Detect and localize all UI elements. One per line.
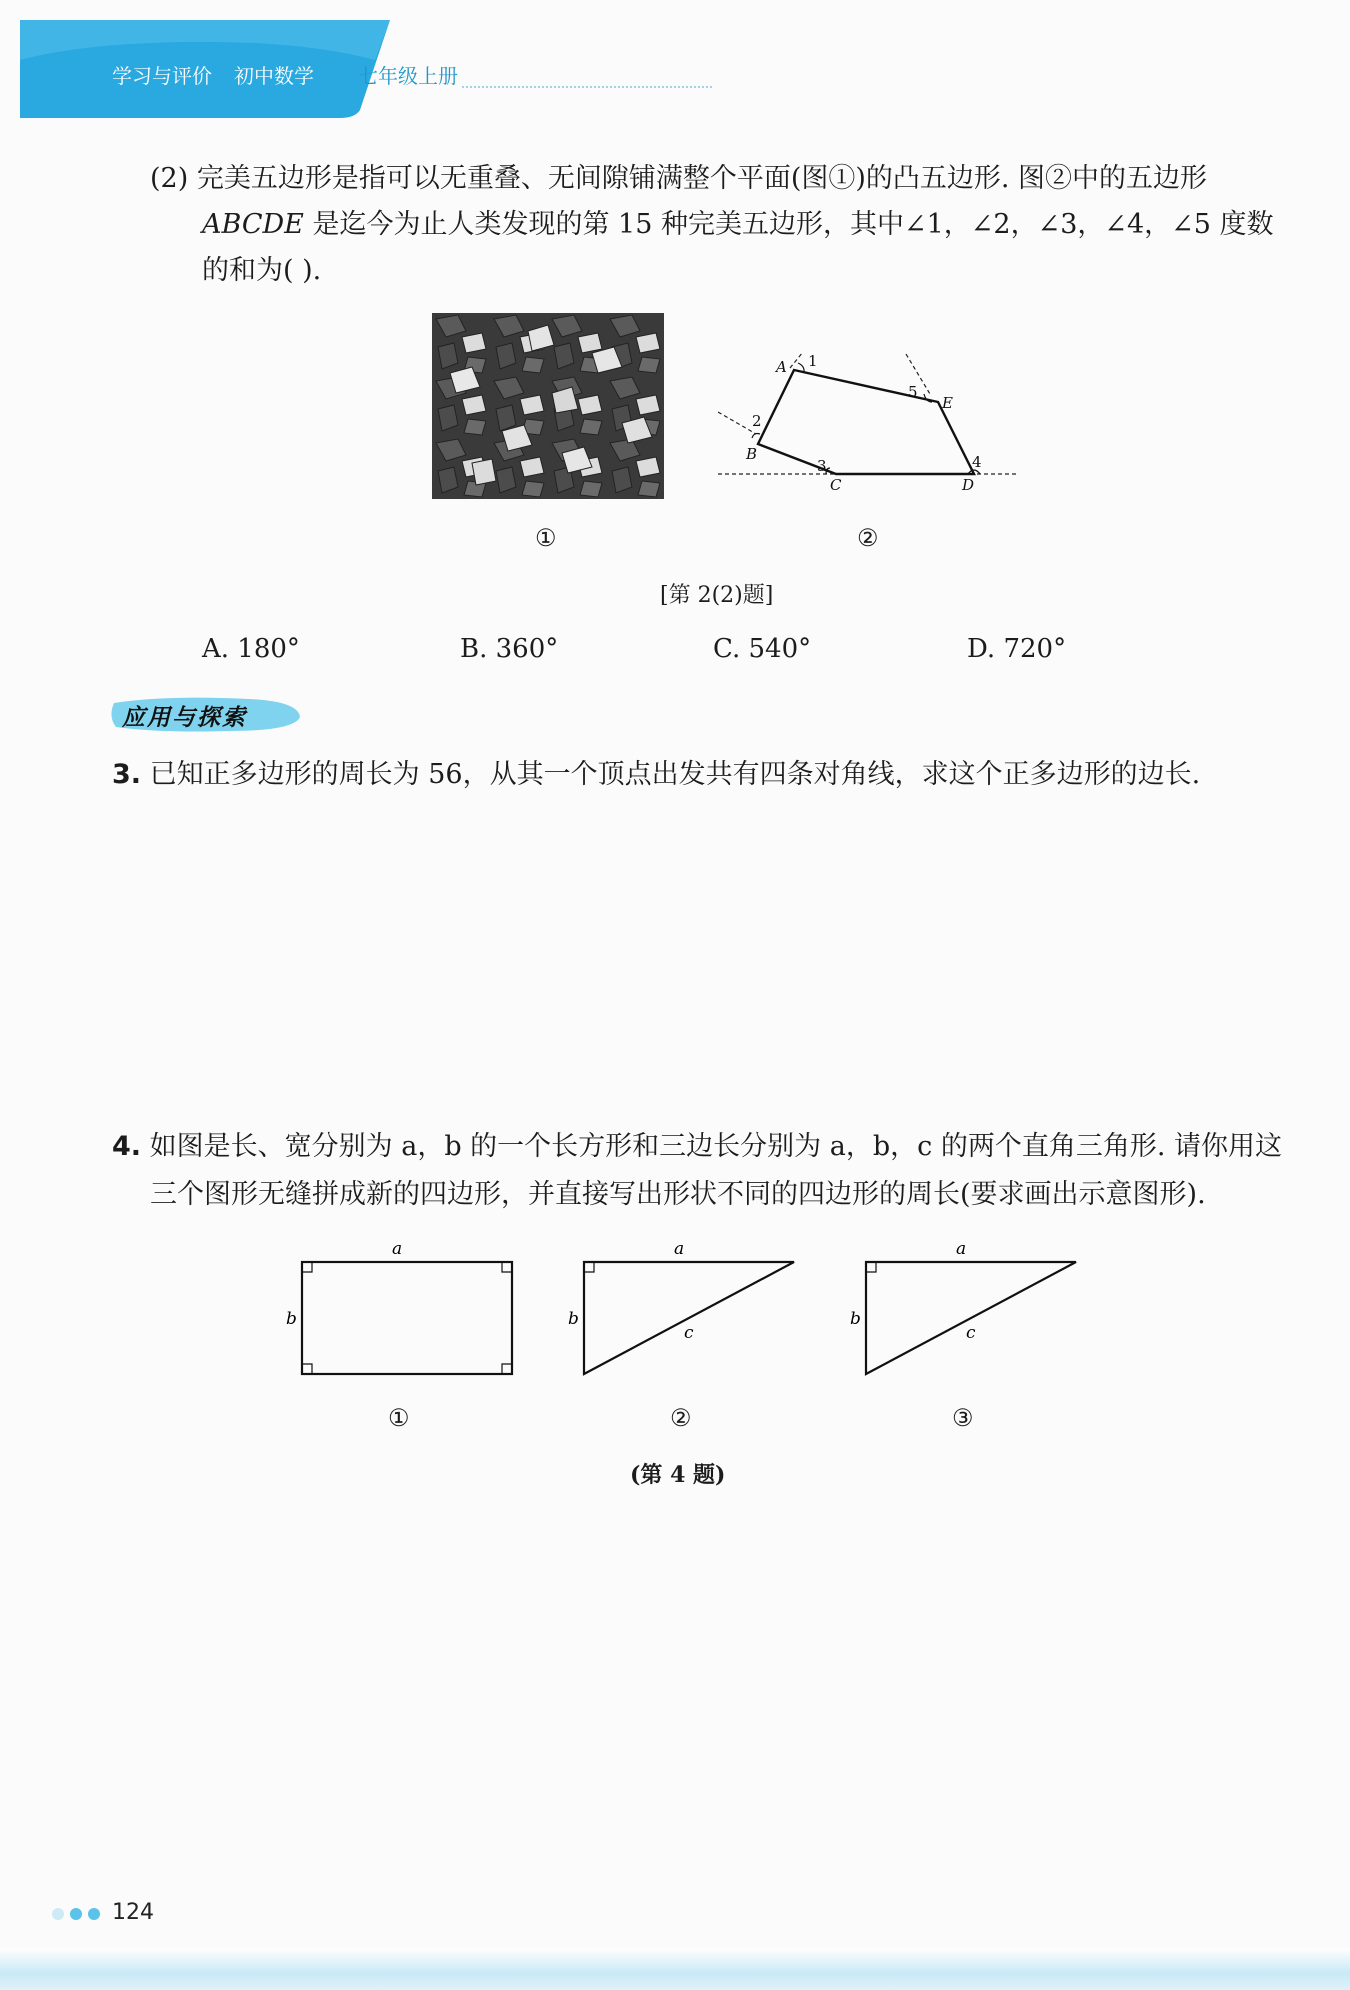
page-dot-icon (88, 1908, 100, 1920)
q2-2-line2 (202, 202, 1274, 248)
q4-fig3-label: ③ (952, 1404, 974, 1432)
pentagon-abcde-figure (718, 350, 1028, 500)
extension-line-a (790, 352, 803, 368)
right-angle-mark (584, 1262, 594, 1272)
triangle-outline (866, 1262, 1076, 1374)
q3-number: 3. (112, 759, 142, 790)
right-angle-mark (502, 1262, 512, 1272)
tri3-side-a-label: a (956, 1239, 967, 1259)
tri3-side-c-label: c (966, 1323, 976, 1343)
vertex-a-label: A (776, 358, 787, 376)
page-dot-icon (70, 1908, 82, 1920)
q3-text: 已知正多边形的周长为 56，从其一个顶点出发共有四条对角线，求这个正多边形的边长. (149, 759, 1201, 790)
pentagon-outline (758, 370, 974, 474)
fig1-label: ① (535, 524, 557, 552)
tri2-side-b-label: b (568, 1309, 579, 1329)
vertex-c-label: C (830, 476, 842, 494)
header-title (112, 60, 336, 89)
header-subject: 初中数学 (234, 64, 314, 88)
pentagon-tiling-figure (432, 313, 664, 499)
angle-2-label: 2 (752, 412, 762, 430)
extension-line-b (718, 412, 756, 434)
choice-c: C. 540° (713, 634, 812, 664)
triangle-figure-3 (844, 1236, 1084, 1386)
right-angle-mark (302, 1262, 312, 1272)
right-angle-mark (502, 1364, 512, 1374)
q4-line1: 如图是长、宽分别为 a，b 的一个长方形和三边长分别为 a，b，c 的两个直角三角形. 请你用这 (149, 1131, 1283, 1162)
choice-d: D. 720° (967, 634, 1067, 664)
vertex-b-label: B (746, 445, 758, 463)
q3 (112, 752, 1200, 798)
choice-a: A. 180° (202, 634, 300, 664)
q4-caption: (第 4 题) (630, 1462, 726, 1488)
vertex-e-label: E (942, 394, 953, 412)
choice-b: B. 360° (460, 634, 559, 664)
header-book: 七年级上册 (358, 64, 458, 88)
rect-side-a-label: a (392, 1239, 403, 1259)
page-dot-icon (52, 1908, 64, 1920)
rectangle-figure (280, 1236, 520, 1386)
pentagon-name: ABCDE (202, 209, 304, 240)
q4-fig1-label: ① (388, 1404, 410, 1432)
angle-3-label: 3 (817, 457, 827, 475)
footer-band (0, 1948, 1350, 1990)
q4-line2: 三个图形无缝拼成新的四边形，并直接写出形状不同的四边形的周长(要求画出示意图形). (150, 1179, 1206, 1210)
angle-5-label: 5 (908, 383, 918, 401)
vertex-d-label: D (962, 476, 975, 494)
triangle-figure-2 (562, 1236, 802, 1386)
q4-fig2-label: ② (670, 1404, 692, 1432)
tri2-side-c-label: c (684, 1323, 694, 1343)
rectangle-outline (302, 1262, 512, 1374)
q2-2-caption: [第 2(2)题] (660, 583, 774, 608)
angle-4-label: 4 (972, 453, 982, 471)
angle-1-label: 1 (808, 352, 818, 370)
triangle-outline (584, 1262, 794, 1374)
q4-line1-wrap (112, 1124, 1282, 1170)
page-number: 124 (112, 1900, 154, 1925)
fig2-label: ② (857, 524, 879, 552)
angle-2-arc (752, 434, 760, 439)
tri3-side-b-label: b (850, 1309, 861, 1329)
q4-number: 4. (112, 1131, 142, 1162)
q2-2-line2-rest: 是迄今为止人类发现的第 15 种完美五边形，其中∠1，∠2，∠3，∠4，∠5 度数 (303, 209, 1274, 240)
right-angle-mark (866, 1262, 876, 1272)
right-angle-mark (302, 1364, 312, 1374)
header-series: 学习与评价 (112, 64, 212, 88)
rect-side-b-label: b (286, 1309, 297, 1329)
header-dotted-rule (462, 86, 712, 88)
q2-2-line3: 的和为( ). (202, 255, 322, 286)
q2-2-line1: (2) 完美五边形是指可以无重叠、无间隙铺满整个平面(图①)的凸五边形. 图②中的五边形 (150, 163, 1208, 194)
tri2-side-a-label: a (674, 1239, 685, 1259)
section-title: 应用与探索 (122, 705, 247, 731)
